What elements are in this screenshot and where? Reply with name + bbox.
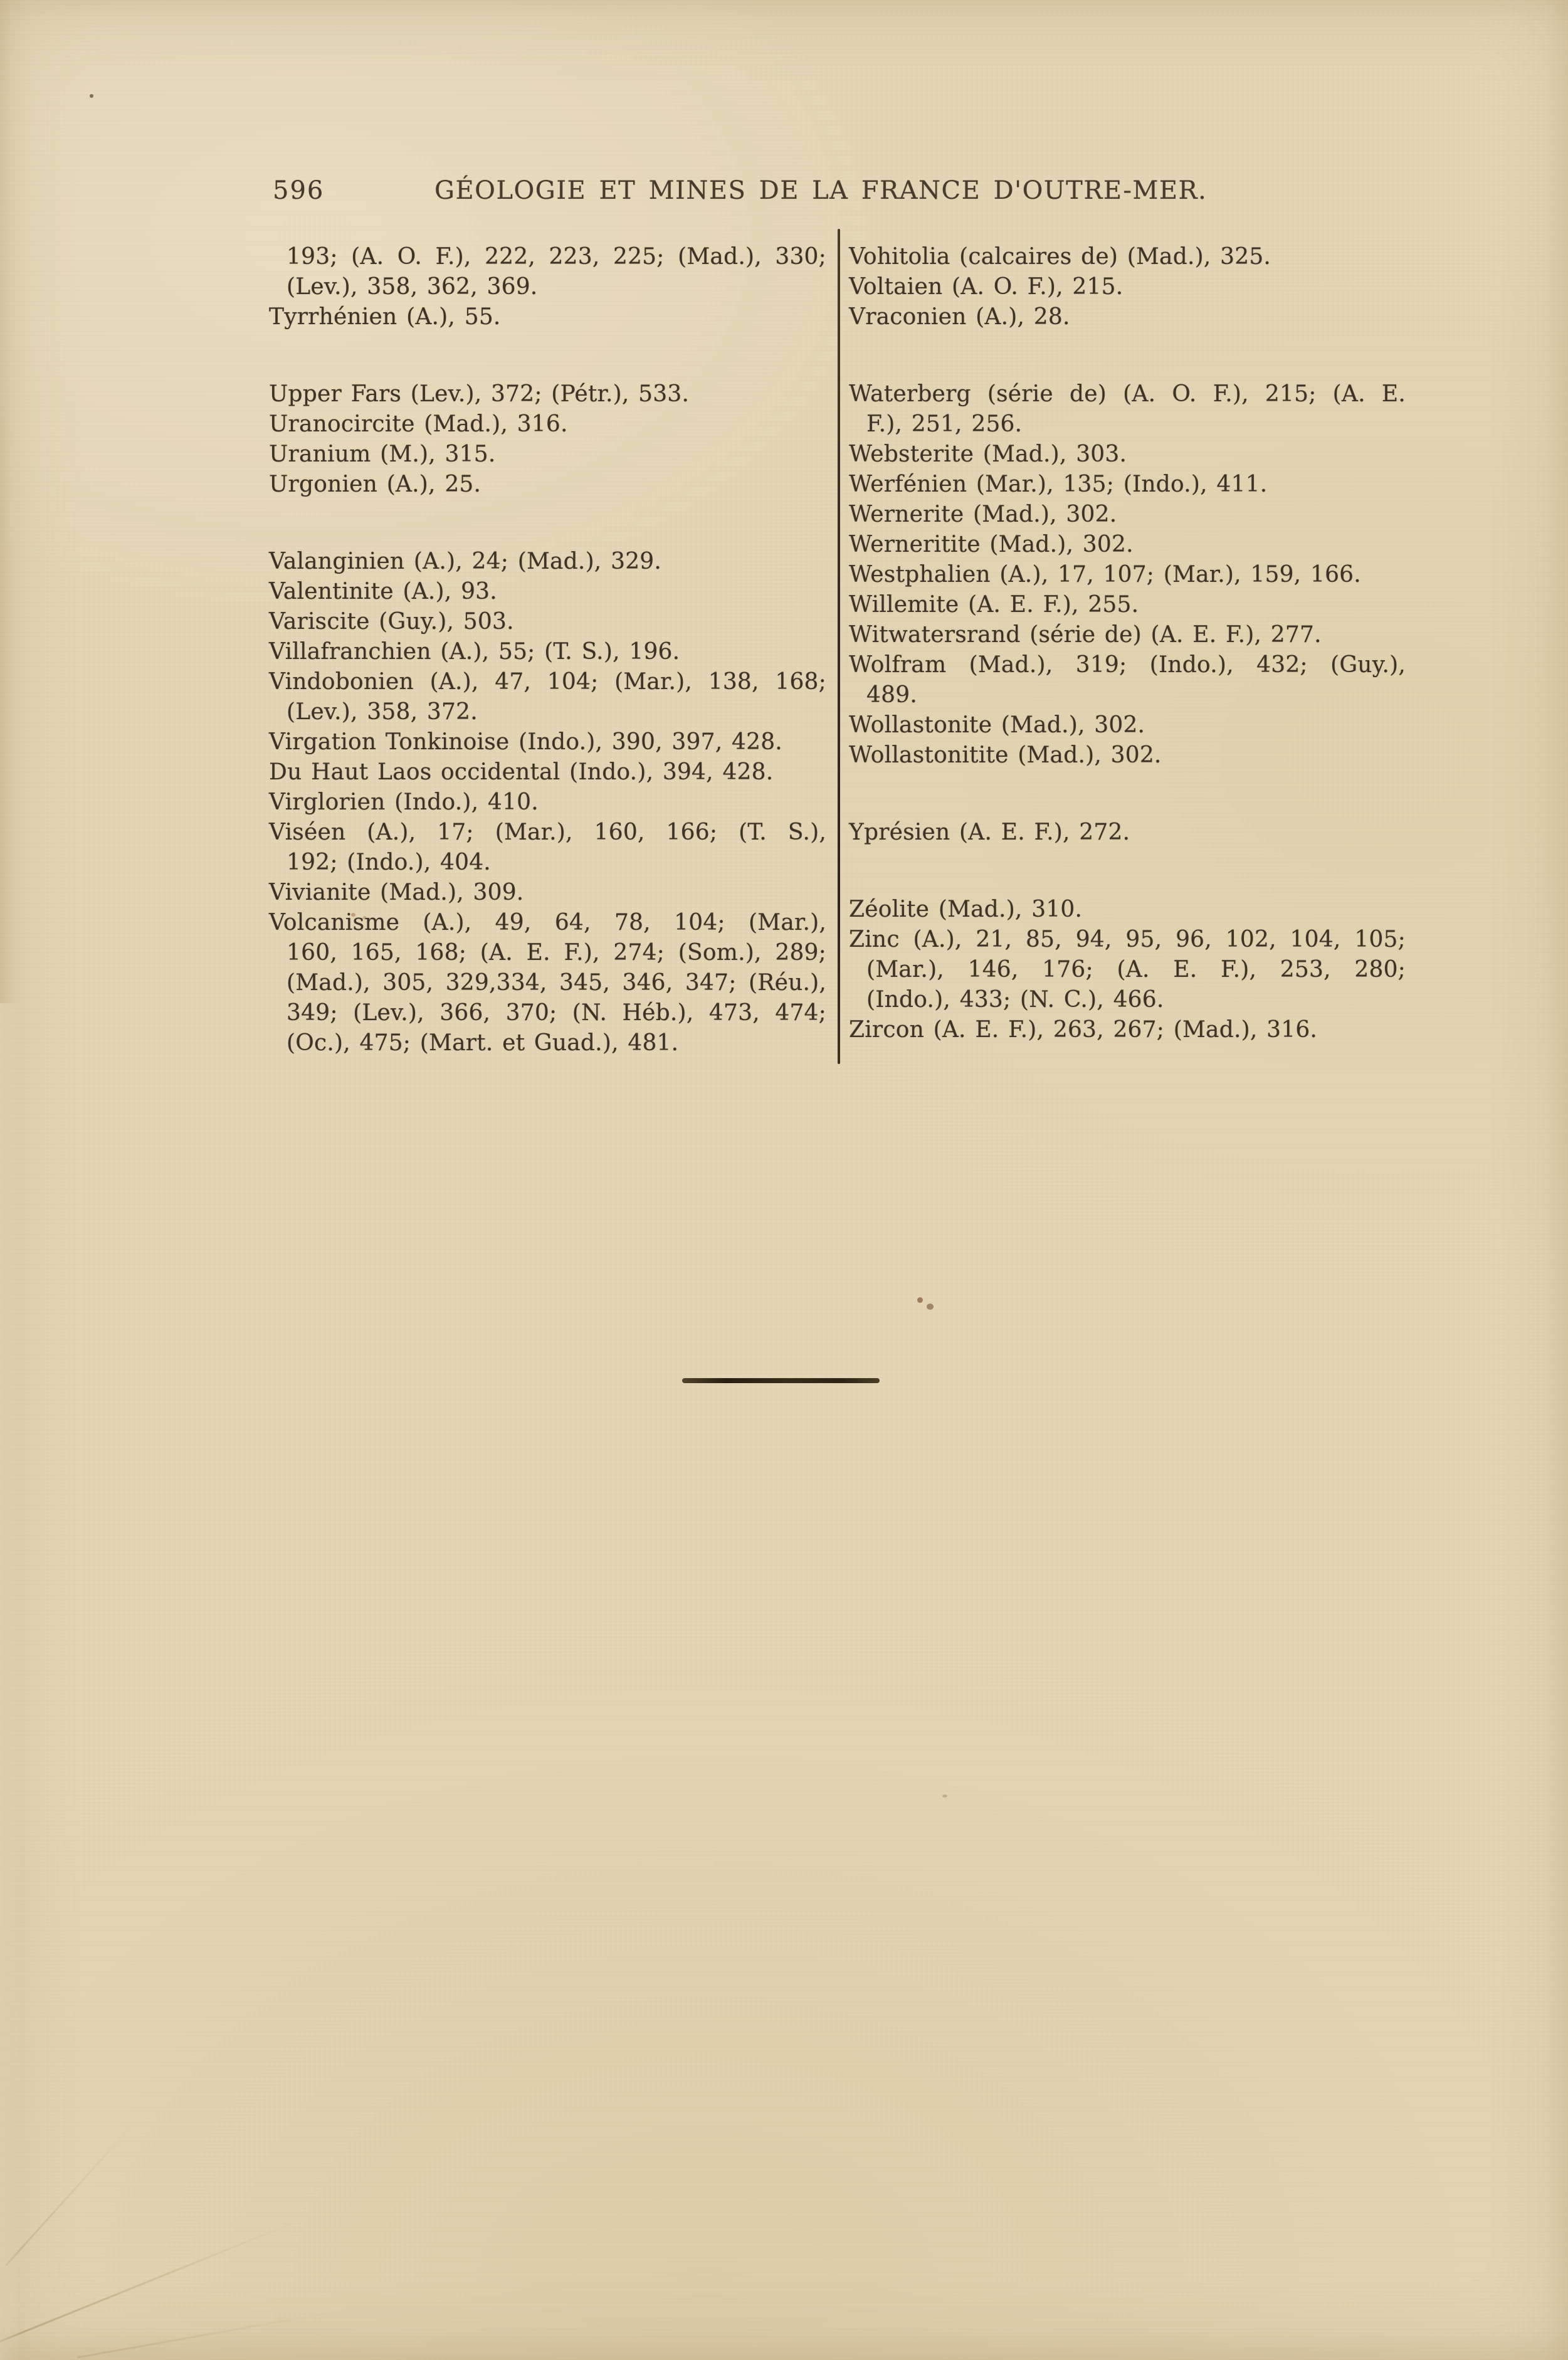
index-entry-line: Uranium (M.), 315.: [269, 441, 496, 467]
index-entry-line: Variscite (Guy.), 503.: [269, 609, 514, 635]
index-entry-line: Valentinite (A.), 93.: [269, 579, 497, 604]
index-entry-line: Wolfram (Mad.), 319; (Indo.), 432; (Guy.),: [849, 652, 1406, 678]
index-entry-line: F.), 251, 256.: [866, 411, 1023, 437]
index-entry-line: (Oc.), 475; (Mart. et Guad.), 481.: [287, 1030, 679, 1056]
index-entry-line: Virglorien (Indo.), 410.: [269, 789, 539, 815]
paper-crease: [6, 2125, 133, 2266]
index-entry-line: Vivianite (Mad.), 309.: [269, 880, 524, 905]
index-entry-line: Yprésien (A. E. F.), 272.: [849, 819, 1130, 845]
index-entry-line: Uranocircite (Mad.), 316.: [269, 411, 568, 437]
index-entry-line: Vindobonien (A.), 47, 104; (Mar.), 138, 168;: [269, 669, 826, 695]
index-entry-line: 349; (Lev.), 366, 370; (N. Héb.), 473, 474;: [287, 1000, 826, 1026]
index-entry-line: (Mar.), 146, 176; (A. E. F.), 253, 280;: [866, 957, 1406, 982]
paper-speck: [942, 1794, 947, 1798]
index-entry-line: 193; (A. O. F.), 222, 223, 225; (Mad.), 330;: [287, 244, 826, 270]
index-entry-line: Westphalien (A.), 17, 107; (Mar.), 159, 166.: [849, 562, 1361, 587]
paper-edge-highlight: [0, 1003, 21, 2360]
page-number: 596: [273, 176, 325, 205]
index-entry-line: (Mad.), 305, 329,334, 345, 346, 347; (Réu.),: [287, 970, 826, 996]
index-entry-line: Voltaien (A. O. F.), 215.: [849, 274, 1123, 300]
index-entry-line: Vohitolia (calcaires de) (Mad.), 325.: [849, 244, 1271, 270]
index-entry-line: Viséen (A.), 17; (Mar.), 160, 166; (T. S.),: [269, 819, 826, 845]
index-entry-line: Werneritite (Mad.), 302.: [849, 532, 1134, 557]
index-block: [269, 547, 826, 1058]
running-title: GÉOLOGIE ET MINES DE LA FRANCE D'OUTRE-MER.: [434, 176, 1208, 205]
index-block: [269, 379, 826, 500]
index-entry-line: Zinc (A.), 21, 85, 94, 95, 96, 102, 104, 105;: [849, 927, 1406, 952]
index-entry-line: Waterberg (série de) (A. O. F.), 215; (A. E.: [849, 381, 1406, 407]
paper-crease: [77, 2311, 337, 2359]
index-entry-line: Villafranchien (A.), 55; (T. S.), 196.: [269, 639, 680, 665]
paper-speck: [90, 94, 93, 98]
index-block: [849, 895, 1406, 1045]
index-entry-line: Witwatersrand (série de) (A. E. F.), 277.: [849, 622, 1322, 648]
index-entry-line: Zéolite (Mad.), 310.: [849, 897, 1083, 922]
index-block: [269, 242, 826, 332]
index-entry-line: 489.: [866, 682, 917, 708]
index-entry-line: (Indo.), 433; (N. C.), 466.: [866, 987, 1164, 1013]
index-entry-line: Willemite (A. E. F.), 255.: [849, 592, 1139, 618]
index-entry-line: (Lev.), 358, 372.: [287, 699, 478, 725]
index-column-left: [269, 242, 826, 1058]
index-column-right: [849, 242, 1406, 1045]
index-entry-line: Volcanisme (A.), 49, 64, 78, 104; (Mar.),: [269, 910, 826, 935]
index-entry-line: Vraconien (A.), 28.: [849, 304, 1070, 330]
index-entry-line: Websterite (Mad.), 303.: [849, 441, 1127, 467]
paper-speck: [927, 1304, 934, 1310]
index-entry-line: Wollastonite (Mad.), 302.: [849, 712, 1145, 738]
section-end-rule: [682, 1378, 880, 1383]
index-entry-line: Wollastonitite (Mad.), 302.: [849, 742, 1162, 768]
index-entry-line: Valanginien (A.), 24; (Mad.), 329.: [269, 549, 662, 574]
paper-crease: [0, 2221, 296, 2346]
index-entry-line: Wernerite (Mad.), 302.: [849, 502, 1117, 527]
index-entry-line: 192; (Indo.), 404.: [287, 850, 491, 875]
paper-speck: [917, 1297, 923, 1303]
index-block: [849, 818, 1406, 848]
index-entry-line: Zircon (A. E. F.), 263, 267; (Mad.), 316.: [849, 1017, 1318, 1043]
index-block: [849, 242, 1406, 332]
index-entry-line: 160, 165, 168; (A. E. F.), 274; (Som.), 289;: [287, 940, 826, 966]
index-entry-line: Virgation Tonkinoise (Indo.), 390, 397, 428.: [269, 729, 782, 755]
index-entry-line: Du Haut Laos occidental (Indo.), 394, 428.: [269, 759, 774, 785]
index-entry-line: Urgonien (A.), 25.: [269, 471, 481, 497]
index-block: [849, 379, 1406, 771]
index-entry-line: Werfénien (Mar.), 135; (Indo.), 411.: [849, 471, 1268, 497]
index-entry-line: Tyrrhénien (A.), 55.: [269, 304, 501, 330]
column-divider-rule: [838, 229, 840, 1064]
index-entry-line: (Lev.), 358, 362, 369.: [287, 274, 538, 300]
index-entry-line: Upper Fars (Lev.), 372; (Pétr.), 533.: [269, 381, 690, 407]
